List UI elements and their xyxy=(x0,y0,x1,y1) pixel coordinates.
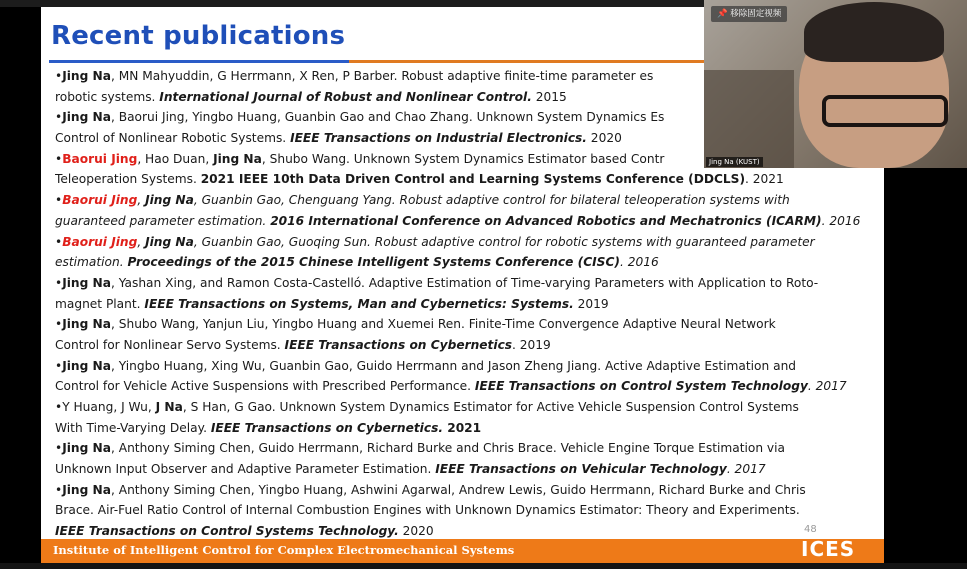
publication-text: Jing Na xyxy=(213,151,262,166)
publication-text: 2020 xyxy=(586,131,622,146)
publication-text: Jing Na xyxy=(62,441,111,456)
publication-entry xyxy=(55,438,875,479)
publication-text: Unknown Input Observer and Adaptive Parameter Estimation. xyxy=(55,462,436,477)
publication-text: Teleoperation Systems. xyxy=(55,172,201,187)
publication-line xyxy=(55,335,875,356)
video-thumbnail[interactable] xyxy=(704,0,967,168)
publication-text: magnet Plant. xyxy=(55,296,145,311)
publication-text: . 2017 xyxy=(807,379,847,394)
slide-title: Recent publications xyxy=(51,21,346,51)
publication-text: Jing Na xyxy=(62,110,111,125)
publication-text: . 2017 xyxy=(726,462,766,477)
publication-line xyxy=(55,232,875,253)
speaker-hair xyxy=(804,2,944,62)
publication-text: IEEE Transactions on Systems, Man and Cybernetics: Systems. xyxy=(144,296,574,311)
publication-text: IEEE Transactions on Cybernetics. xyxy=(210,420,443,435)
publication-text: , Anthony Siming Chen, Guido Herrmann, Richard Burke and Chris Brace. Vehicle Engine Torque Estimation via xyxy=(110,441,785,456)
publication-text: , xyxy=(137,193,146,208)
publication-line xyxy=(55,314,875,335)
publication-text: Jing Na xyxy=(62,358,111,373)
publication-text: Control for Nonlinear Servo Systems. xyxy=(55,337,285,352)
publication-line xyxy=(55,500,875,521)
publication-text: , Shubo Wang. Unknown System Dynamics Estimator based Contr xyxy=(261,151,665,166)
publication-entry xyxy=(55,273,875,314)
publication-entry xyxy=(55,397,875,438)
publication-text: guaranteed parameter estimation. xyxy=(55,213,271,228)
publication-text: 2020 xyxy=(398,524,434,539)
publication-text: . 2021 xyxy=(745,172,784,187)
publication-entry xyxy=(55,356,875,397)
publication-text: IEEE Transactions on Control Systems Technology. xyxy=(55,524,399,539)
video-background-shelf xyxy=(704,70,794,168)
publication-text: 2021 xyxy=(442,420,482,435)
slide-footer xyxy=(41,539,884,563)
unpin-video-label: 移除固定视频 xyxy=(730,9,782,19)
publication-text: International Journal of Robust and Nonlinear Control. xyxy=(159,89,532,104)
publication-text: • xyxy=(55,151,63,166)
publication-text: , Shubo Wang, Yanjun Liu, Yingbo Huang and Xuemei Ren. Finite-Time Convergence Adaptive Neural Network xyxy=(110,317,776,332)
publication-line xyxy=(55,190,875,211)
publication-text: • xyxy=(55,482,63,497)
publication-text: • xyxy=(55,358,63,373)
publication-text: Control for Vehicle Active Suspensions with Prescribed Performance. xyxy=(55,379,475,394)
publication-text: , Hao Duan, xyxy=(137,151,214,166)
publication-text: IEEE Transactions on Vehicular Technology xyxy=(435,462,727,477)
publication-line xyxy=(55,459,875,480)
title-underline-accent xyxy=(49,60,349,63)
publication-line xyxy=(55,252,875,273)
publication-text: 2015 xyxy=(531,89,567,104)
publication-text: Jing Na xyxy=(145,234,194,249)
publication-line xyxy=(55,438,875,459)
publication-line xyxy=(55,273,875,294)
ices-logo: ICES xyxy=(801,537,856,561)
publication-entry xyxy=(55,480,875,542)
publication-text: Baorui Jing xyxy=(62,193,138,208)
publication-text: , Baorui Jing, Yingbo Huang, Guanbin Gao and Chao Zhang. Unknown System Dynamics Es xyxy=(110,110,665,125)
footer-institute-text: Institute of Intelligent Control for Complex Electromechanical Systems xyxy=(53,543,515,557)
publication-text: estimation. xyxy=(55,255,128,270)
publication-line xyxy=(55,376,875,397)
publication-text: robotic systems. xyxy=(55,89,160,104)
publication-text: Control of Nonlinear Robotic Systems. xyxy=(55,131,291,146)
publication-text: •Y Huang, J Wu, xyxy=(55,400,156,414)
publication-text: , Guanbin Gao, Chenguang Yang. Robust adaptive control for bilateral teleoperation systems with xyxy=(193,193,790,208)
publication-text: IEEE Transactions on Cybernetics xyxy=(284,337,513,352)
publication-text: Proceedings of the 2015 Chinese Intelligent Systems Conference (CISC) xyxy=(127,255,620,270)
publication-text: • xyxy=(55,317,63,332)
publication-text: , Guanbin Gao, Guoqing Sun. Robust adaptive control for robotic systems with guaranteed parameter xyxy=(193,234,815,249)
publication-text: • xyxy=(55,441,63,456)
publication-text: • xyxy=(55,110,63,125)
publication-text: , xyxy=(137,234,146,249)
publication-entry xyxy=(55,190,875,231)
publication-entry xyxy=(55,314,875,355)
publication-line xyxy=(55,397,875,418)
publication-text: Jing Na xyxy=(145,193,194,208)
publication-text: IEEE Transactions on Control System Technology xyxy=(474,379,808,394)
unpin-video-button[interactable] xyxy=(711,6,787,22)
publication-line xyxy=(55,356,875,377)
publication-text: Jing Na xyxy=(62,275,111,290)
publication-text: Jing Na xyxy=(62,69,111,83)
publication-text: 2021 IEEE 10th Data Driven Control and Learning Systems Conference (DDCLS) xyxy=(200,172,746,187)
page-number: 48 xyxy=(804,524,817,535)
publication-line xyxy=(55,211,875,232)
publication-line xyxy=(55,418,875,439)
publication-text: . 2019 xyxy=(512,337,551,352)
speaker-glasses xyxy=(822,95,948,127)
publication-text: . 2016 xyxy=(619,255,659,270)
publication-line xyxy=(55,480,875,501)
publication-line xyxy=(55,294,875,315)
publication-text: , Yashan Xing, and Ramon Costa-Castelló. Adaptive Estimation of Time-varying Parameters with Application to Roto- xyxy=(110,275,819,290)
publication-text: IEEE Transactions on Industrial Electronics. xyxy=(290,131,587,146)
publication-entry xyxy=(55,232,875,273)
publication-text: Brace. Air-Fuel Ratio Control of Internal Combustion Engines with Unknown Dynamics Estimator: Theory and Experiments. xyxy=(55,503,800,518)
publication-text: • xyxy=(55,234,63,249)
pin-icon: 📌 xyxy=(717,9,728,19)
window-bottom-bar xyxy=(0,563,967,569)
publication-text: • xyxy=(55,275,63,290)
publication-text: Jing Na xyxy=(62,482,111,497)
publication-text: , Anthony Siming Chen, Yingbo Huang, Ashwini Agarwal, Andrew Lewis, Guido Herrmann, Richard Burke and Chris xyxy=(110,482,806,497)
publication-text: , Yingbo Huang, Xing Wu, Guanbin Gao, Guido Herrmann and Jason Zheng Jiang. Active Adaptive Estimation and xyxy=(110,358,797,373)
publication-text: Baorui Jing xyxy=(62,151,138,166)
publication-text: . 2016 xyxy=(821,213,861,228)
publication-text: 2016 International Conference on Advanced Robotics and Mechatronics (ICARM) xyxy=(270,213,822,228)
publication-text: • xyxy=(55,193,63,208)
publication-text: • xyxy=(55,69,63,83)
publication-text: With Time-Varying Delay. xyxy=(55,420,211,435)
publication-text: , MN Mahyuddin, G Herrmann, X Ren, P Barber. Robust adaptive finite-time parameter es xyxy=(110,69,654,83)
publication-text: Jing Na xyxy=(62,317,111,332)
publication-text: Baorui Jing xyxy=(62,234,138,249)
publication-text: 2019 xyxy=(573,296,609,311)
speaker-name-label: Jing Na (KUST) xyxy=(706,157,763,167)
publication-line xyxy=(55,169,875,190)
publication-text: J Na xyxy=(155,400,183,414)
publication-text: , S Han, G Gao. Unknown System Dynamics Estimator for Active Vehicle Suspension Control Systems xyxy=(182,400,799,414)
